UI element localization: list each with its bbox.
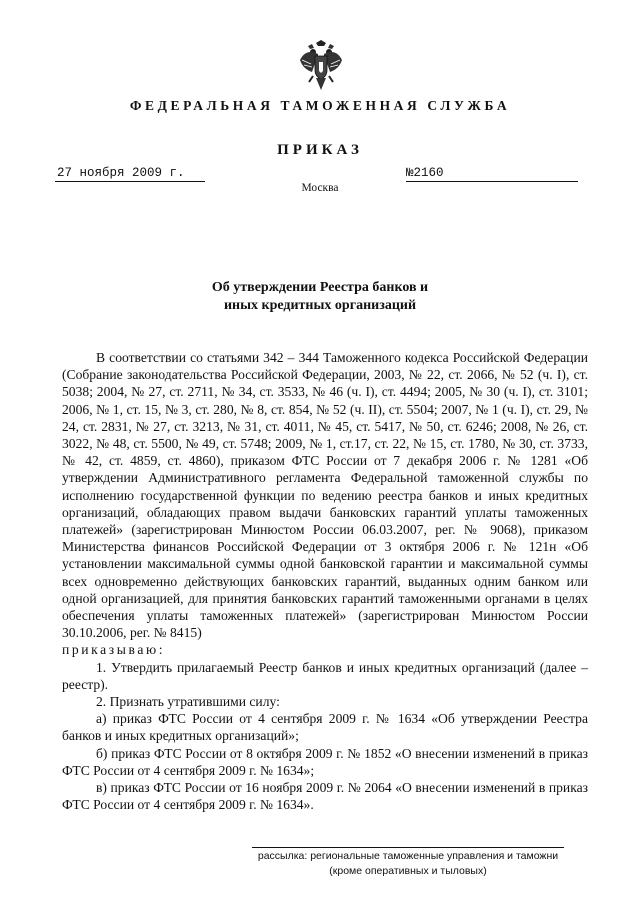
order-number: №2160 <box>406 166 578 182</box>
order-body <box>62 349 588 813</box>
order-title-line-1: Об утверждении Реестра банков и <box>211 280 429 295</box>
item-2a: а) приказ ФТС России от 4 сентября 2009 г. № 1634 «Об утверждении Реестра банков и иных кредитных организаций»; <box>62 711 588 744</box>
document-type: ПРИКАЗ <box>277 142 363 158</box>
item-2: 2. Признать утратившими силу: <box>96 694 280 710</box>
distribution-line-2: (кроме оперативных и тыловых) <box>329 865 487 877</box>
directive-word: приказываю: <box>62 642 166 658</box>
item-1: 1. Утвердить прилагаемый Реестр банков и иных кредитных организаций (далее – реестр). <box>62 659 588 692</box>
order-date: 27 ноября 2009 г. <box>55 166 205 182</box>
order-title <box>0 279 640 315</box>
distribution-line-1: рассылка: региональные таможенные управления и таможни <box>257 850 559 862</box>
order-title-line-2: иных кредитных организаций <box>223 298 417 313</box>
item-2b: б) приказ ФТС России от 8 октября 2009 г. № 1852 «О внесении изменений в приказ ФТС России от 4 сентября 2009 г. № 1634»; <box>62 745 588 778</box>
distribution-list <box>252 849 564 879</box>
agency-name: ФЕДЕРАЛЬНАЯ ТАМОЖЕННАЯ СЛУЖБА <box>129 98 511 113</box>
russian-coat-of-arms-icon <box>298 40 344 92</box>
item-2c: в) приказ ФТС России от 16 ноября 2009 г. № 2064 «О внесении изменений в приказ ФТС России от 4 сентября 2009 г. № 1634». <box>62 780 588 813</box>
preamble-paragraph: В соответствии со статьями 342 – 344 Таможенного кодекса Российской Федерации (Собрание законодательства Российской Федерации, 2003, № 22, ст. 2066, № 52 (ч. I), ст. 5038; 2004, № 27, ст. 2711, № 34, ст. 3533, № 46 (ч. I), ст. 4494; 2005, № 30 (ч. I), ст. 3101; 2006, № 1, ст. 15, № 3, ст. 280, № 8, ст. 854, № 52 (ч. II), ст. 5504; 2007, № 1 (ч. I), ст. 29, № 24, ст. 2831, № 27, ст. 3213, № 31, ст. 4011, № 45, ст. 5417, № 50, ст. 6246; 2008, № 26, ст. 3022, № 48, ст. 5500, № 49, ст. 5748; 2009, № 1, ст.17, ст. 22, № 15, ст. 1780, № 30, ст. 3733, № 42, ст. 4859, ст. 4860), приказом ФТС России от 7 декабря 2006 г. № 1281 «Об утверждении Административного регламента Федеральной таможенной службы по исполнению государственной функции по ведению реестра банков и иных кредитных организаций, обладающих правом выдачи банковских гарантий уплаты таможенных платежей» (зарегистрирован Минюстом России 06.03.2007, рег. № 9068), приказом Министерства финансов Российской Федерации от 3 октября 2006 г. № 121н «Об установлении максимальной суммы одной банковской гарантии и максимальной суммы всех одновременно действующих банковских гарантий, выданных одним банком или одной организацией, для принятия банковских гарантий таможенными органами в целях обеспечения уплаты таможенных платежей» (зарегистрирован Минюстом России 30.10.2006, рег. № 8415) <box>62 350 588 641</box>
distribution-divider <box>252 847 564 848</box>
city: Москва <box>301 182 339 194</box>
